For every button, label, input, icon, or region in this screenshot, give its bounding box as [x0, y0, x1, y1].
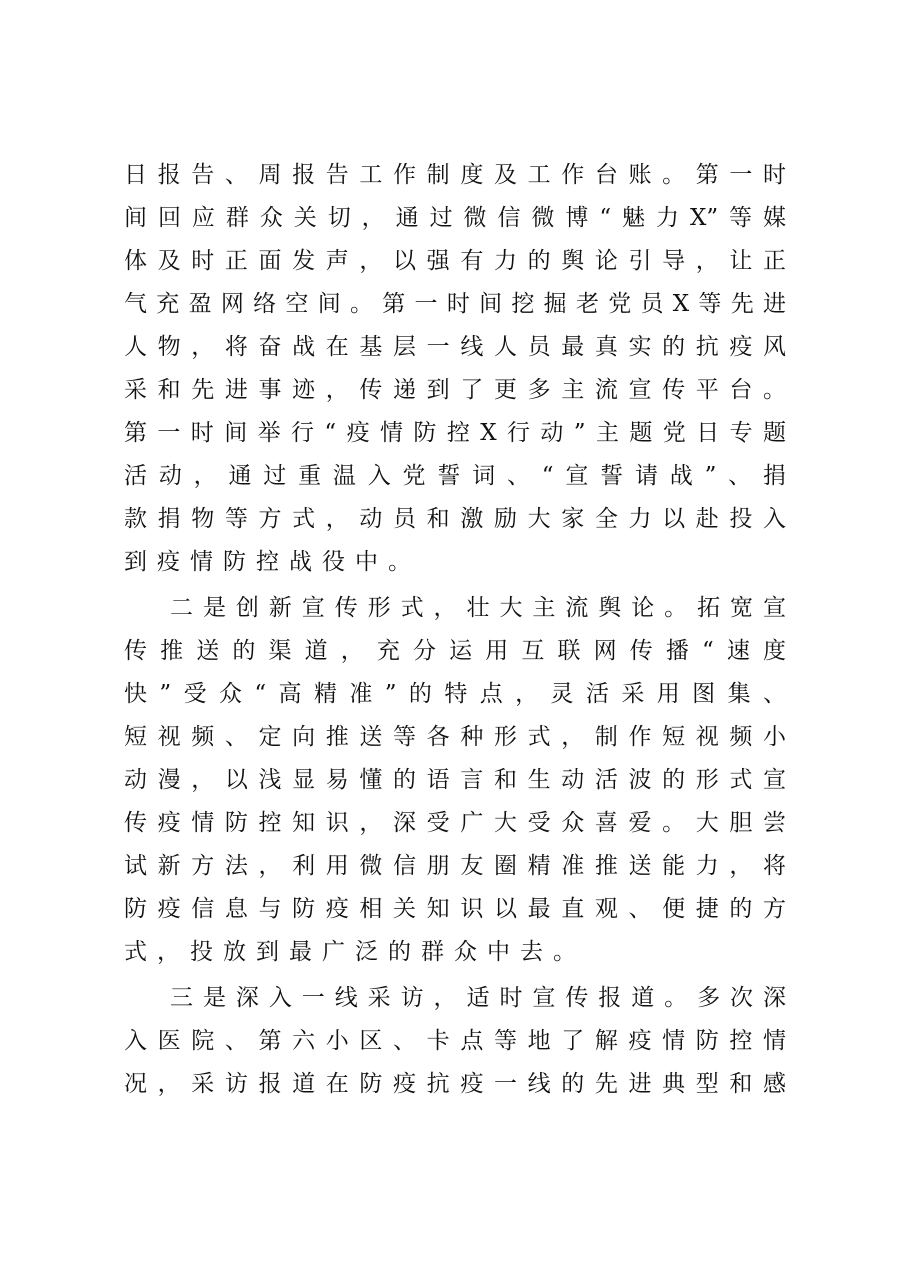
- text-line: 三是深入一线采访，适时宣传报道。多次深: [170, 985, 786, 1011]
- paragraph-2: [124, 587, 786, 974]
- text-line: 入医院、第六小区、卡点等地了解疫情防控情: [124, 1028, 786, 1054]
- text-line: 传疫情防控知识，深受广大受众喜爱。大胆尝: [124, 810, 786, 836]
- text-line: 款捐物等方式，动员和激励大家全力以赴投入: [124, 506, 786, 532]
- text-line: 式，投放到最广泛的群众中去。: [124, 939, 586, 965]
- paragraph-3: [124, 977, 786, 1106]
- text-line: 二是创新宣传形式，壮大主流舆论。拓宽宣: [170, 595, 786, 621]
- text-line: 采和先进事迹，传递到了更多主流宣传平台。: [124, 377, 786, 403]
- text-line: 到疫情防控战役中。: [124, 549, 421, 575]
- text-line: 动漫，以浅显易懂的语言和生动活波的形式宣: [124, 767, 786, 793]
- text-line: 快”受众“高精准”的特点，灵活采用图集、: [124, 681, 786, 707]
- text-line: 活动，通过重温入党誓词、“宣誓请战”、捐: [124, 463, 786, 489]
- text-line: 短视频、定向推送等各种形式，制作短视频小: [124, 724, 786, 750]
- text-line: 第一时间举行“疫情防控X行动”主题党日专题: [124, 420, 786, 446]
- text-line: 试新方法，利用微信朋友圈精准推送能力，将: [124, 853, 786, 879]
- text-line: 间回应群众关切，通过微信微博“魅力X”等媒: [124, 205, 786, 231]
- text-line: 防疫信息与防疫相关知识以最直观、便捷的方: [124, 896, 786, 922]
- text-line: 体及时正面发声，以强有力的舆论引导，让正: [124, 248, 786, 274]
- paragraph-1: [124, 154, 786, 584]
- text-line: 气充盈网络空间。第一时间挖掘老党员X等先进: [124, 291, 786, 317]
- document-body: [124, 154, 786, 1106]
- text-line: 人物，将奋战在基层一线人员最真实的抗疫风: [124, 334, 786, 360]
- text-line: 况，采访报道在防疫抗疫一线的先进典型和感: [124, 1071, 786, 1097]
- text-line: 传推送的渠道，充分运用互联网传播“速度: [124, 638, 786, 664]
- text-line: 日报告、周报告工作制度及工作台账。第一时: [124, 162, 786, 188]
